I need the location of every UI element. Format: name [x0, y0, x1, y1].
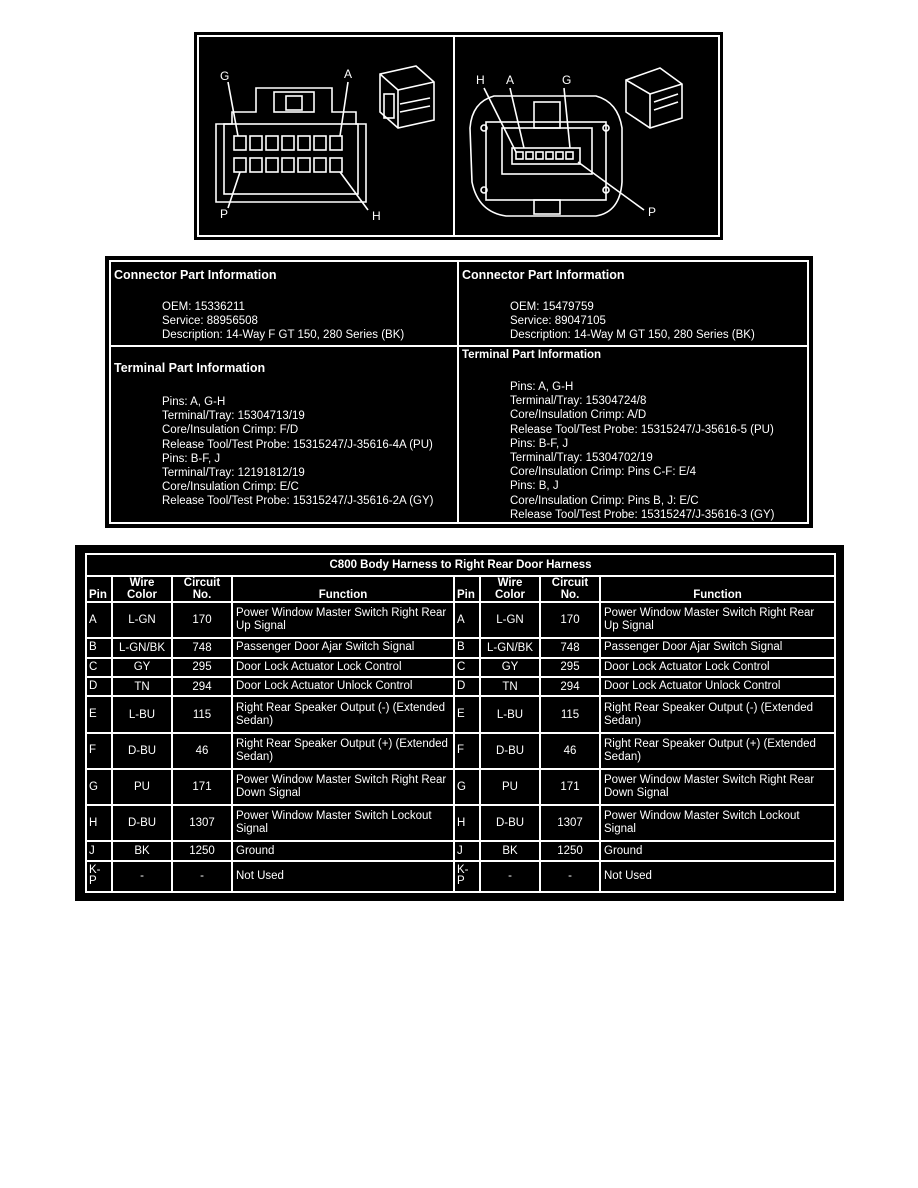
label-h-right: H [476, 73, 485, 87]
terminal-line: Terminal/Tray: 15304702/19 [510, 452, 653, 465]
part-information-panel [105, 256, 813, 528]
terminal-line: Pins: B-F, J [162, 452, 221, 465]
connector-line: Description: 14-Way M GT 150, 280 Series (BK) [510, 329, 755, 342]
function-cell: Power Window Master Switch Lockout Signal [600, 805, 835, 841]
connector-line: Service: 89047105 [510, 315, 606, 328]
wire-color-cell: D-BU [112, 733, 172, 769]
function-cell: Power Window Master Switch Lockout Signal [232, 805, 454, 841]
circuit-cell: 294 [540, 677, 600, 696]
table-row [86, 769, 835, 805]
pin-cell: B [86, 638, 112, 657]
function-cell: Door Lock Actuator Unlock Control [600, 677, 835, 696]
pin-cell: B [454, 638, 480, 657]
circuit-cell: 171 [540, 769, 600, 805]
connector-line: OEM: 15336211 [162, 301, 245, 313]
terminal-line: Release Tool/Test Probe: 15315247/J-35616-4A (PU) [162, 438, 433, 451]
pinout-table [85, 553, 836, 893]
table-header-row [86, 576, 835, 602]
pin-cell: C [86, 658, 112, 677]
terminal-line: Pins: A, G-H [162, 396, 226, 408]
pin-cell: F [86, 733, 112, 769]
header-pin: Pin [86, 576, 112, 602]
wire-color-cell: L-BU [480, 696, 540, 732]
terminal-info-left [111, 347, 457, 522]
terminal-lines-left [162, 395, 434, 509]
pin-cell: H [454, 805, 480, 841]
terminal-line: Pins: B, J [510, 480, 559, 493]
terminal-line: Core/Insulation Crimp: Pins C-F: E/4 [510, 466, 696, 479]
function-cell: Power Window Master Switch Right Rear Down Signal [600, 769, 835, 805]
connector-lines-right [510, 300, 755, 343]
connector-info-left [111, 262, 457, 345]
wire-color-cell: D-BU [480, 805, 540, 841]
wire-color-cell: BK [112, 841, 172, 860]
circuit-cell: 1307 [172, 805, 232, 841]
pin-cell: J [454, 841, 480, 860]
table-row [86, 696, 835, 732]
pin-cell: K-P [86, 861, 112, 892]
function-cell: Door Lock Actuator Lock Control [232, 658, 454, 677]
pin-cell: A [86, 602, 112, 638]
circuit-cell: - [172, 861, 232, 892]
terminal-heading-right: Terminal Part Information [462, 349, 602, 361]
table-row [86, 638, 835, 657]
wire-color-cell: L-GN [480, 602, 540, 638]
header-circuit-no: Circuit No. [540, 576, 600, 602]
wire-color-cell: GY [480, 658, 540, 677]
label-a-right: A [506, 73, 515, 87]
table-row [86, 677, 835, 696]
wire-color-cell: - [112, 861, 172, 892]
function-cell: Ground [232, 841, 454, 860]
table-row [86, 805, 835, 841]
pin-cell: H [86, 805, 112, 841]
pinout-rows [86, 602, 835, 892]
header-wire-color: Wire Color [480, 576, 540, 602]
wire-color-cell: BK [480, 841, 540, 860]
connector-heading-left: Connector Part Information [114, 268, 277, 282]
label-h-left: H [372, 209, 381, 223]
wire-color-cell: TN [480, 677, 540, 696]
terminal-heading-left: Terminal Part Information [114, 361, 266, 375]
circuit-cell: 171 [172, 769, 232, 805]
pin-cell: K-P [454, 861, 480, 892]
table-row [86, 841, 835, 860]
table-row [86, 658, 835, 677]
circuit-cell: 170 [540, 602, 600, 638]
pin-cell: D [454, 677, 480, 696]
connector-heading-right: Connector Part Information [462, 268, 625, 282]
circuit-cell: 46 [540, 733, 600, 769]
connector-lines-left [162, 300, 404, 343]
function-cell: Right Rear Speaker Output (-) (Extended Sedan) [232, 696, 454, 732]
function-cell: Passenger Door Ajar Switch Signal [232, 638, 454, 657]
connector-line: OEM: 15479759 [510, 301, 594, 313]
connector-figure [194, 32, 723, 240]
circuit-cell: 295 [172, 658, 232, 677]
wire-color-cell: D-BU [112, 805, 172, 841]
header-pin: Pin [454, 576, 480, 602]
label-a-left: A [344, 67, 353, 81]
circuit-cell: 170 [172, 602, 232, 638]
circuit-cell: 1307 [540, 805, 600, 841]
terminal-line: Terminal/Tray: 12191812/19 [162, 467, 305, 480]
wire-color-cell: PU [480, 769, 540, 805]
header-function: Function [600, 576, 835, 602]
connector-line: Service: 88956508 [162, 315, 258, 328]
header-circuit-no: Circuit No. [172, 576, 232, 602]
circuit-cell: 46 [172, 733, 232, 769]
wire-color-cell: GY [112, 658, 172, 677]
function-cell: Not Used [232, 861, 454, 892]
label-p-left: P [220, 207, 229, 221]
terminal-line: Release Tool/Test Probe: 15315247/J-35616-5 (PU) [510, 423, 774, 436]
terminal-lines-right [510, 380, 774, 522]
connector-line: Description: 14-Way F GT 150, 280 Series (BK) [162, 329, 405, 342]
circuit-cell: 115 [540, 696, 600, 732]
connector-info-right [459, 262, 807, 345]
terminal-line: Core/Insulation Crimp: E/C [162, 481, 299, 494]
pin-cell: C [454, 658, 480, 677]
pin-cell: E [86, 696, 112, 732]
circuit-cell: 294 [172, 677, 232, 696]
table-row [86, 733, 835, 769]
terminal-line: Pins: B-F, J [510, 437, 569, 450]
header-wire-color: Wire Color [112, 576, 172, 602]
pin-cell: G [86, 769, 112, 805]
connector-drawing [194, 32, 723, 240]
wire-color-cell: TN [112, 677, 172, 696]
header-function: Function [232, 576, 454, 602]
circuit-cell: 748 [540, 638, 600, 657]
label-g-right: G [562, 73, 572, 87]
terminal-line: Core/Insulation Crimp: A/D [510, 409, 647, 422]
wire-color-cell: L-BU [112, 696, 172, 732]
circuit-cell: - [540, 861, 600, 892]
function-cell: Power Window Master Switch Right Rear Up Signal [600, 602, 835, 638]
function-cell: Door Lock Actuator Unlock Control [232, 677, 454, 696]
pin-cell: D [86, 677, 112, 696]
wire-color-cell: - [480, 861, 540, 892]
terminal-line: Core/Insulation Crimp: F/D [162, 424, 299, 437]
circuit-cell: 1250 [172, 841, 232, 860]
terminal-line: Terminal/Tray: 15304713/19 [162, 410, 305, 423]
function-cell: Power Window Master Switch Right Rear Down Signal [232, 769, 454, 805]
function-cell: Passenger Door Ajar Switch Signal [600, 638, 835, 657]
terminal-line: Release Tool/Test Probe: 15315247/J-35616-2A (GY) [162, 495, 434, 508]
function-cell: Right Rear Speaker Output (+) (Extended Sedan) [600, 733, 835, 769]
terminal-line: Pins: A, G-H [510, 381, 574, 393]
circuit-cell: 115 [172, 696, 232, 732]
circuit-cell: 295 [540, 658, 600, 677]
circuit-cell: 1250 [540, 841, 600, 860]
pin-cell: A [454, 602, 480, 638]
pin-cell: G [454, 769, 480, 805]
pin-cell: F [454, 733, 480, 769]
function-cell: Door Lock Actuator Lock Control [600, 658, 835, 677]
function-cell: Ground [600, 841, 835, 860]
pinout-table-panel [75, 545, 844, 901]
terminal-info-right [459, 347, 807, 522]
pin-cell: J [86, 841, 112, 860]
table-row [86, 861, 835, 892]
wire-color-cell: PU [112, 769, 172, 805]
function-cell: Right Rear Speaker Output (-) (Extended Sedan) [600, 696, 835, 732]
function-cell: Power Window Master Switch Right Rear Up Signal [232, 602, 454, 638]
wire-color-cell: D-BU [480, 733, 540, 769]
table-row [86, 602, 835, 638]
function-cell: Not Used [600, 861, 835, 892]
function-cell: Right Rear Speaker Output (+) (Extended Sedan) [232, 733, 454, 769]
wire-color-cell: L-GN [112, 602, 172, 638]
label-p-right: P [648, 205, 657, 219]
terminal-line: Core/Insulation Crimp: Pins B, J: E/C [510, 494, 699, 507]
wire-color-cell: L-GN/BK [112, 638, 172, 657]
terminal-line: Terminal/Tray: 15304724/8 [510, 395, 647, 408]
table-title: C800 Body Harness to Right Rear Door Harness [86, 554, 835, 576]
pin-cell: E [454, 696, 480, 732]
label-g-left: G [220, 69, 230, 83]
circuit-cell: 748 [172, 638, 232, 657]
wire-color-cell: L-GN/BK [480, 638, 540, 657]
terminal-line: Release Tool/Test Probe: 15315247/J-35616-3 (GY) [510, 508, 775, 521]
